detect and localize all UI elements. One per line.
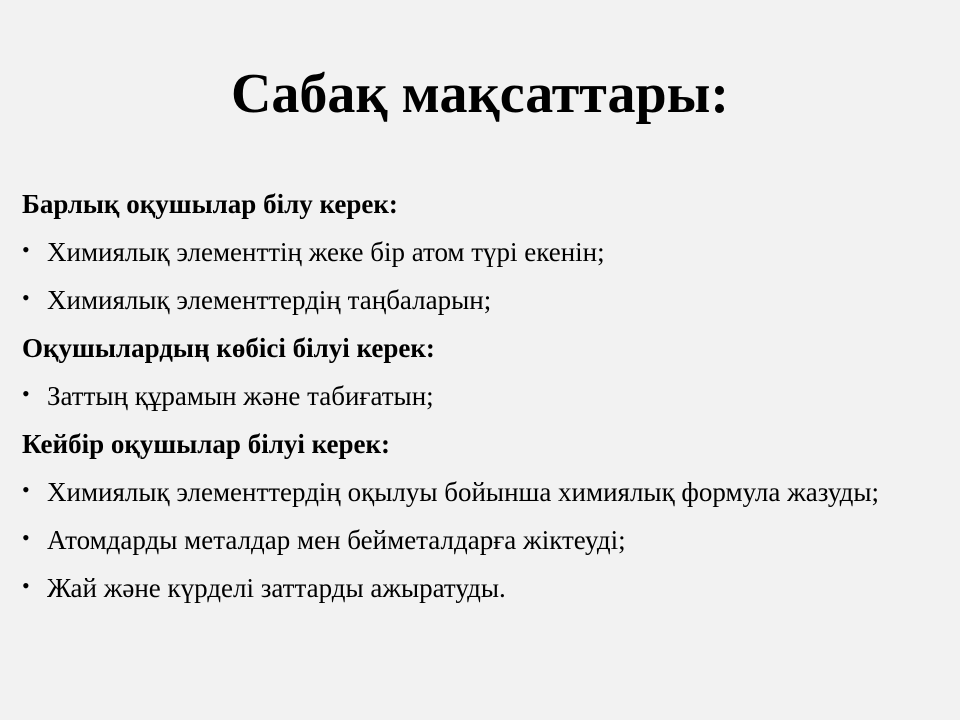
list-item [22,468,942,516]
list-item-text: Заттың құрамын және табиғатын; [47,381,434,411]
list-item [22,516,942,564]
section-heading-most-students: Оқушылардың көбісі білуі керек: [22,333,435,363]
bullet-icon: • [22,285,30,310]
list-item-text: Атомдарды металдар мен бейметалдарға жіктеуді; [47,525,626,555]
list-item [22,564,942,612]
list-item-text: Химиялық элементтің жеке бір атом түрі екенін; [47,237,605,267]
list-item [22,228,942,276]
bullet-icon: • [22,525,30,550]
objectives-content [22,180,942,612]
section-heading-all-students: Барлық оқушылар білу керек: [22,189,398,219]
bullet-icon: • [22,381,30,406]
bullet-icon: • [22,237,30,262]
bullet-icon: • [22,477,30,502]
section-heading-some-students: Кейбір оқушылар білуі керек: [22,429,391,459]
slide-title: Сабақ мақсаттары: [230,63,730,125]
list-item-text: Жай және күрделі заттарды ажыратуды. [47,573,506,603]
list-item [22,276,942,324]
list-item-text: Химиялық элементтердің оқылуы бойынша химиялық формула жазуды; [47,477,880,507]
list-item [22,372,942,420]
list-item-text: Химиялық элементтердің таңбаларын; [47,285,492,315]
bullet-icon: • [22,573,30,598]
